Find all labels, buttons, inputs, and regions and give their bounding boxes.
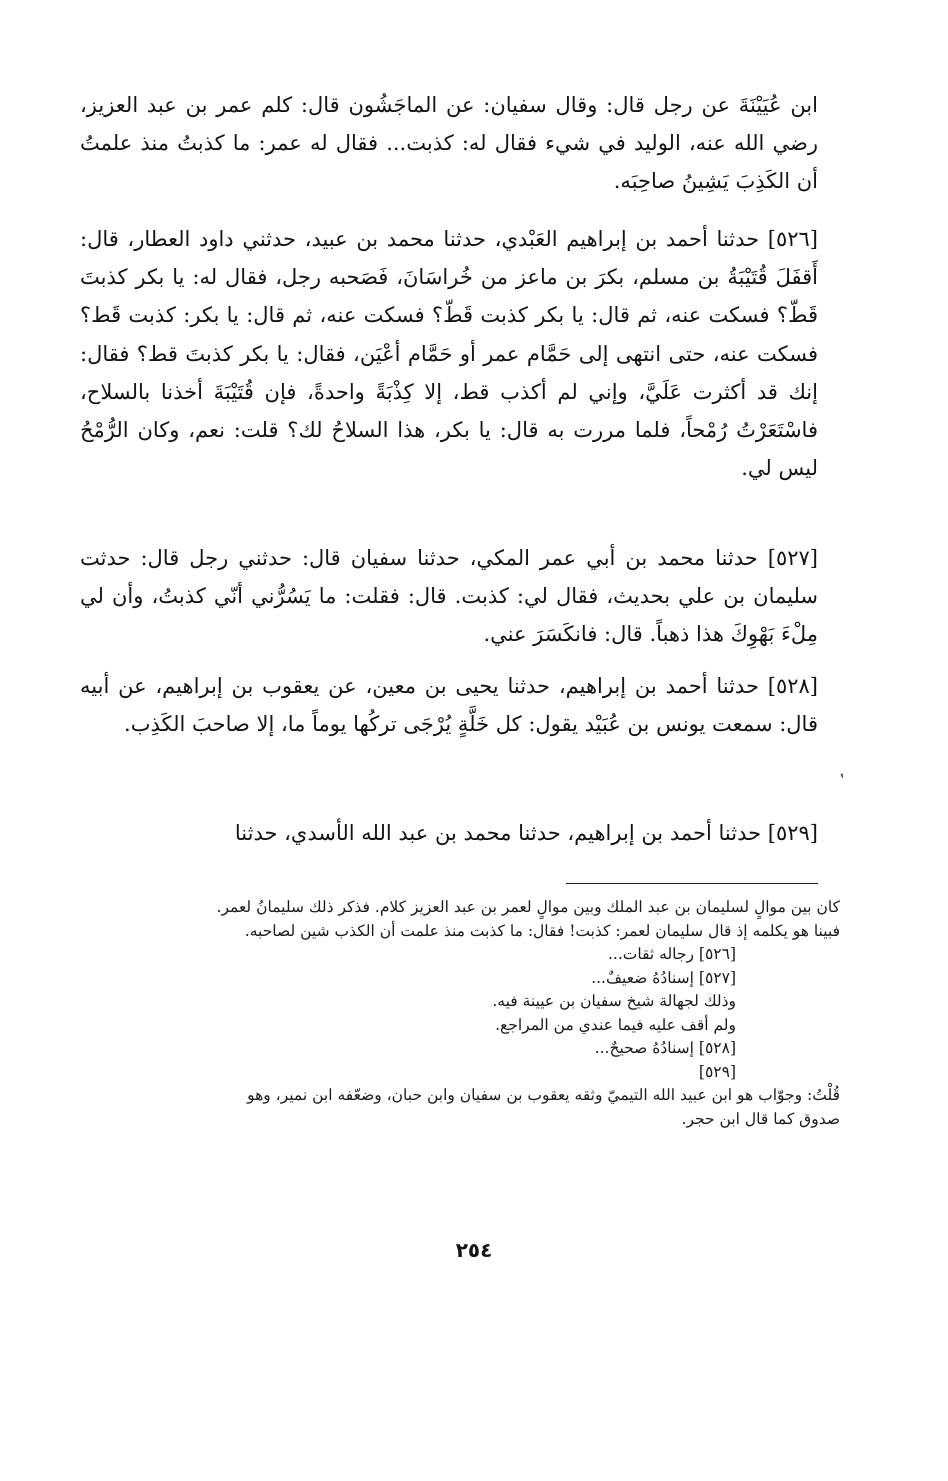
footnote-line: فبينا هو يكلمه إذ قال سليمان لعمر: كذبت! فقال: ما كذبت منذ علمت أن الكذب شين لصاحبه. (244, 921, 840, 940)
footnote-line: وذلك لجهالة شيخ سفيان بن عيينة فيه. (492, 992, 736, 1010)
page-number: ٢٥٤ (455, 1238, 493, 1262)
footnote-line: [٥٢٧] إسنادُهُ ضعيفٌ... (591, 968, 736, 987)
hadith-527-paragraph: [٥٢٧] حدثنا محمد بن أبي عمر المكي، حدثنا سفيان قال: حدثني رجل قال: حدثت سليمان بن علي بحديث، فقال لي: كذبت. قال: فقلت: ما يَسُرُّني أنّي كذبتُ، وأن لي مِلْءَ بَهْوِكَ هذا ذهباً. قال: فانكَسَرَ عني. (80, 546, 818, 647)
margin-mark: ٬ (837, 769, 853, 792)
hadith-526-paragraph: [٥٢٦] حدثنا أحمد بن إبراهيم العَبْدي، حدثنا محمد بن عبيد، حدثني داود العطار، قال: أَقفَلَ قُتَيْبَةُ بن مسلم، بكرَ بن ماعز من خُراسَانَ، فَصَحبه رجل، فقال له: يا بكر كذبتَ قَطّ؟ فسكت عنه، ثم قال: يا بكر كذبت قَطّ؟ فسكت عنه، ثم قال: يا بكر: كذبت قَط؟ فسكت عنه، حتى انتهى إلى حَمَّام عمر أو حَمَّام أعْيَن، فقال: يا بكر كذبتَ قط؟ فقال: إنك قد أكثرت عَلَيَّ، وإني لم أكذب قط، إلا كِذْبَةً واحدةً، فإن قُتَيْبَةَ أخذنا بالسلاح، فاسْتَعَرْتُ رُمْحاً، فلما مررت به قال: يا بكر، هذا السلاحُ لك؟ قلت: نعم، وكان الرُّمْحُ ليس لي. (80, 227, 818, 481)
footnote-line: كان بين موالٍ لسليمان بن عبد الملك وبين موالٍ لعمر بن عبد العزيز كلام. فذكر ذلك سليمانُ لعمر. (216, 898, 840, 916)
footnote-line: [٥٢٩] (698, 1062, 736, 1081)
intro-paragraph: ابن عُيَيْنَةَ عن رجل قال: وقال سفيان: عن الماجَشُون قال: كلم عمر بن عبد العزيز، رضي الله عنه، الوليد في شيء فقال له: كذبت... فقال له عمر: ما كذبتُ منذ علمتُ أن الكَذِبَ يَشِينُ صاحِبَه. (80, 93, 818, 194)
footnote-line: صدوق كما قال ابن حجر. (681, 1109, 840, 1128)
footnote-line: ولم أقف عليه فيما عندي من المراجع. (495, 1015, 736, 1034)
hadith-529-paragraph: [٥٢٩] حدثنا أحمد بن إبراهيم، حدثنا محمد بن عبد الله الأسدي، حدثنا (234, 821, 818, 845)
hadith-528-paragraph: [٥٢٨] حدثنا أحمد بن إبراهيم، حدثنا يحيى بن معين، عن يعقوب بن إبراهيم، عن أبيه قال: سمعت يونس بن عُبَيْد يقول: كل خَلَّةٍ يُرْجَى تركُها يوماً ما، إلا صاحبَ الكَذِب. (80, 674, 818, 737)
footnote-line: [٥٢٨] إسنادُهُ صحيحٌ... (594, 1039, 736, 1057)
footnote-line: قُلْتُ: وجوّاب هو ابن عبيد الله التيميّ وثقه يعقوب بن سفيان وابن حبان، وضعّفه ابن نمير، وهو (247, 1086, 840, 1104)
footnotes (80, 896, 840, 1131)
footnote-line: [٥٢٦] رجاله ثقات... (607, 945, 736, 963)
footnote-divider (566, 883, 818, 884)
